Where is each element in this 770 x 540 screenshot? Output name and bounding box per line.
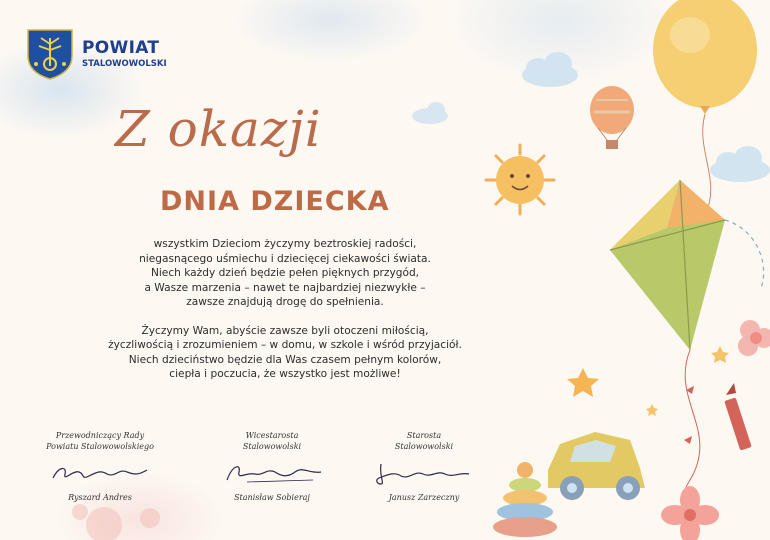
- toy-car-icon: [548, 432, 645, 500]
- cloud-icon: [412, 102, 448, 124]
- star-icon: [567, 346, 729, 416]
- flower-icon: [661, 486, 719, 540]
- signature-block: [25, 430, 175, 503]
- balloon-icon: [653, 0, 757, 215]
- hot-air-balloon-icon: [590, 86, 634, 149]
- logo-name: POWIAT: [82, 37, 160, 58]
- paragraph: wszystkim Dzieciom życzymy beztroskiej radości, niegasnącego uśmiechu i dziecięcej ciekawości świata. Niech każdy dzień będzie pełen pięknych przygód, a Wasze marzenia – nawet te najbardziej niezwykłe – zawsze znajdują drogę do spełnienia.: [139, 238, 431, 308]
- cloud-icon: [710, 146, 770, 182]
- crayon-icon: [724, 383, 751, 451]
- signature-icon: [369, 458, 479, 488]
- ring-stacker-icon: [493, 462, 557, 537]
- signature-icon: [45, 458, 155, 488]
- watercolor-splash: [72, 504, 160, 540]
- signature-block: [349, 430, 499, 503]
- logo-subname: STALOWOWOLSKI: [82, 58, 167, 69]
- flower-icon: [738, 320, 770, 356]
- coat-of-arms-icon: [26, 28, 74, 80]
- page-title: DNIA DZIECKA: [160, 186, 390, 217]
- signature-icon: [217, 458, 327, 488]
- signatory-name: Janusz Zarzeczny: [388, 493, 460, 502]
- paragraph: Życzymy Wam, abyście zawsze byli otoczeni miłością, życzliwością i zrozumieniem – w domu, w szkole i wśród przyjaciół. Niech dzieciństwo będzie dla Was czasem pełnym kolorów, ciepła i poczucia, że wszystko jest możliwe!: [108, 324, 462, 380]
- signatory-role: Wicestarosta Stalowowolski: [242, 431, 302, 451]
- cloud-icon: [522, 52, 578, 87]
- signatory-name: Stanisław Sobieraj: [234, 493, 310, 502]
- greeting-text: [70, 237, 500, 396]
- signature-block: [197, 430, 347, 503]
- signatory-role: Starosta Stalowowolski: [394, 431, 454, 451]
- logo: [26, 28, 167, 80]
- title-script: Z okazji: [115, 100, 322, 158]
- sun-icon: [486, 145, 554, 214]
- signatory-role: Przewodniczący Rady Powiatu Stalowowolskiego: [46, 431, 154, 451]
- signatory-name: Ryszard Andres: [68, 493, 132, 502]
